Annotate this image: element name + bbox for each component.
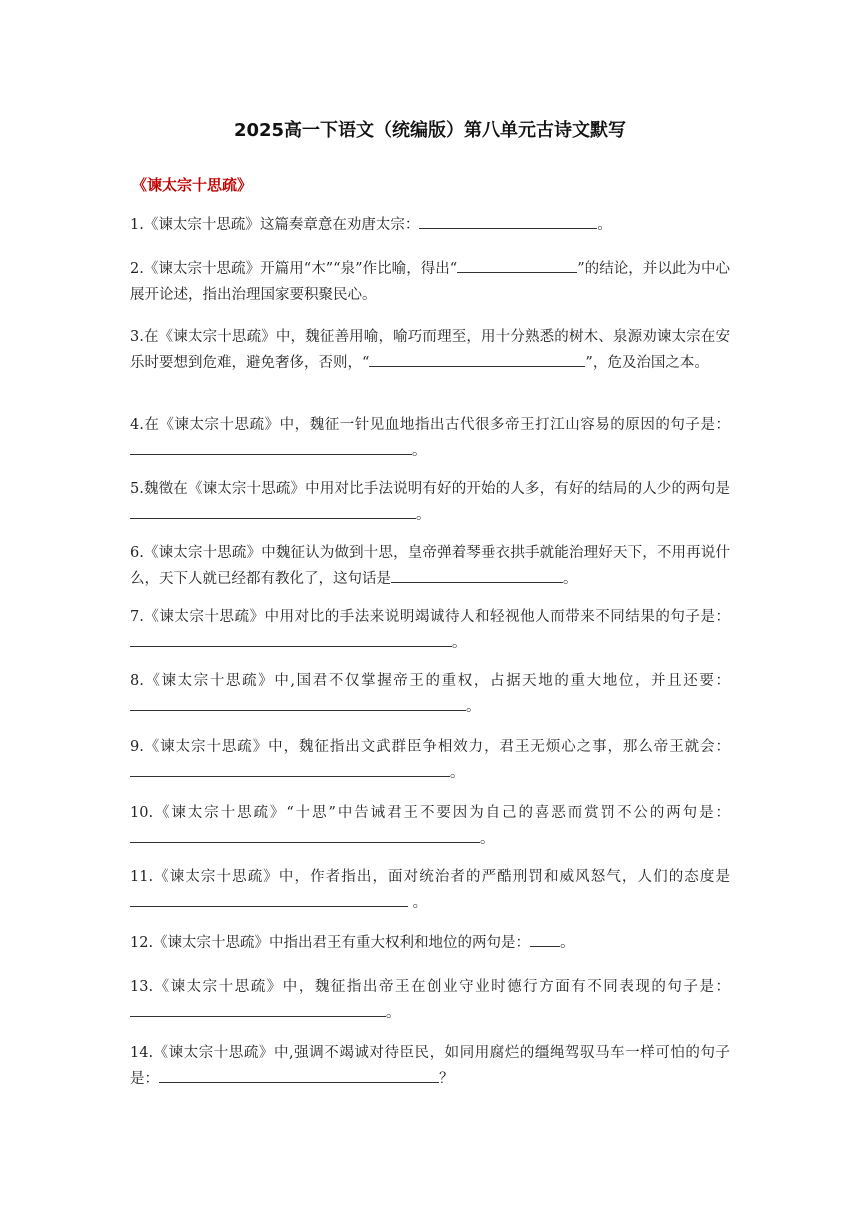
answer-blank[interactable] [391, 567, 563, 583]
document-title: 2025高一下语文（统编版）第八单元古诗文默写 [233, 120, 627, 141]
question-item: 10.《谏太宗十思疏》“十思”中告诫君王不要因为自己的喜恶而赏罚不公的两句是：。 [130, 805, 730, 847]
question-item: 14.《谏太宗十思疏》中,强调不竭诚对待臣民，如同用腐烂的缰绳驾驭马车一样可怕的句子是： ？ [130, 1045, 730, 1087]
answer-blank[interactable] [457, 257, 577, 273]
answer-blank[interactable] [130, 439, 412, 455]
question-item: 8.《谏太宗十思疏》中,国君不仅掌握帝王的重权，占据天地的重大地位，并且还要：。 [130, 673, 730, 715]
answer-blank[interactable] [130, 891, 408, 907]
answer-blank[interactable] [159, 1067, 439, 1083]
answer-blank[interactable] [419, 213, 597, 229]
question-item: 5.魏徵在《谏太宗十思疏》中用对比手法说明有好的开始的人多，有好的结局的人少的两句是。 [130, 481, 730, 523]
answer-blank[interactable] [369, 351, 585, 367]
answer-blank[interactable] [130, 631, 452, 647]
answer-blank[interactable] [130, 695, 466, 711]
answer-blank[interactable] [530, 931, 560, 947]
question-item: 7.《谏太宗十思疏》中用对比的手法来说明竭诚待人和轻视他人而带来不同结果的句子是：。 [130, 609, 730, 651]
question-item: 3.在《谏太宗十思疏》中，魏征善用喻，喻巧而理至，用十分熟悉的树木、泉源劝谏太宗在安乐时要想到危难，避免奢侈，否则，“ ”，危及治国之本。 [130, 329, 730, 371]
answer-blank[interactable] [130, 761, 450, 777]
answer-blank[interactable] [130, 1001, 386, 1017]
question-item: 9.《谏太宗十思疏》中，魏征指出文武群臣争相效力，君王无烦心之事，那么帝王就会：。 [130, 739, 730, 781]
question-item: 2.《谏太宗十思疏》开篇用“木”“泉”作比喻，得出“ ”的结论，并以此为中心展开论述，指出治理国家要积聚民心。 [130, 256, 730, 308]
answer-blank[interactable] [130, 827, 480, 843]
answer-blank[interactable] [130, 503, 416, 519]
question-item: 13.《谏太宗十思疏》中，魏征指出帝王在创业守业时德行方面有不同表现的句子是：。 [130, 979, 730, 1021]
section-heading: 《谏太宗十思疏》 [132, 176, 253, 194]
question-item: 1.《谏太宗十思疏》这篇奏章意在劝唐太宗： 。 [130, 212, 730, 238]
question-item: 12.《谏太宗十思疏》中指出君王有重大权利和地位的两句是： 。 [130, 930, 730, 956]
question-item: 6.《谏太宗十思疏》中魏征认为做到十思，皇帝弹着琴垂衣拱手就能治理好天下，不用再说什么，天下人就已经都有教化了，这句话是 。 [130, 545, 730, 587]
question-item: 4.在《谏太宗十思疏》中，魏征一针见血地指出古代很多帝王打江山容易的原因的句子是：。 [130, 417, 730, 459]
question-item: 11.《谏太宗十思疏》中，作者指出，面对统治者的严酷刑罚和威风怒气，人们的态度是 。 [130, 869, 730, 911]
